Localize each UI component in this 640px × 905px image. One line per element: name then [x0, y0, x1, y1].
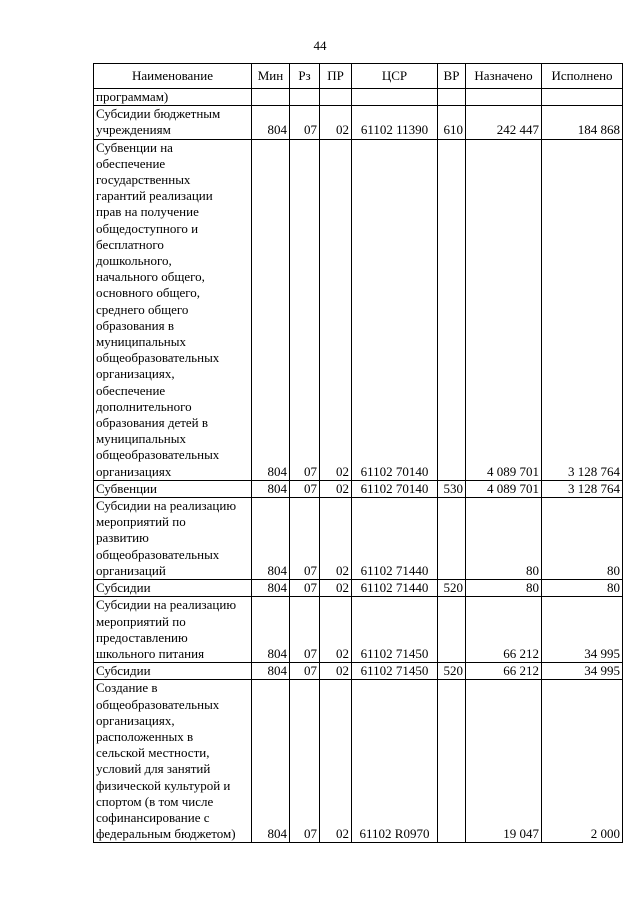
row-min	[252, 89, 290, 106]
row-pr: 02	[320, 580, 352, 597]
row-csr: 61102 R0970	[352, 680, 438, 843]
row-pr: 02	[320, 106, 352, 139]
table-row	[94, 663, 623, 680]
header-min: Мин	[252, 64, 290, 89]
row-name: Субвенции на обеспечение государственных гарантий реализации прав на получение общедоступного и бесплатного дошкольного, начального общего, основного общего, среднего общего образования в муниципальных общеобразовательных организациях, обеспечение дополнительного образования детей в муниципальных общеобразовательных организациях	[94, 139, 252, 480]
row-csr: 61102 71450	[352, 597, 438, 663]
row-pr	[320, 89, 352, 106]
row-name: программам)	[94, 89, 252, 106]
table-row	[94, 89, 623, 106]
row-assigned: 19 047	[466, 680, 542, 843]
header-pr: ПР	[320, 64, 352, 89]
row-name: Субсидии бюджетным учреждениям	[94, 106, 252, 139]
row-assigned	[466, 89, 542, 106]
row-csr	[352, 89, 438, 106]
header-rz: Рз	[290, 64, 320, 89]
row-min: 804	[252, 106, 290, 139]
row-min: 804	[252, 139, 290, 480]
row-vr	[438, 597, 466, 663]
row-vr: 610	[438, 106, 466, 139]
table-row	[94, 480, 623, 497]
row-name: Субвенции	[94, 480, 252, 497]
row-rz: 07	[290, 480, 320, 497]
row-min: 804	[252, 680, 290, 843]
row-assigned: 80	[466, 580, 542, 597]
row-pr: 02	[320, 680, 352, 843]
table-row	[94, 580, 623, 597]
row-name: Субсидии	[94, 663, 252, 680]
row-pr: 02	[320, 663, 352, 680]
header-executed: Исполнено	[542, 64, 623, 89]
table-row	[94, 680, 623, 843]
row-vr: 530	[438, 480, 466, 497]
row-rz: 07	[290, 498, 320, 580]
row-assigned: 4 089 701	[466, 480, 542, 497]
row-name: Субсидии на реализацию мероприятий по предоставлению школьного питания	[94, 597, 252, 663]
header-name: Наименование	[94, 64, 252, 89]
row-executed: 80	[542, 580, 623, 597]
row-pr: 02	[320, 498, 352, 580]
row-vr	[438, 498, 466, 580]
row-executed	[542, 89, 623, 106]
table-row	[94, 139, 623, 480]
row-assigned: 66 212	[466, 663, 542, 680]
row-min: 804	[252, 580, 290, 597]
row-pr: 02	[320, 480, 352, 497]
row-executed: 34 995	[542, 597, 623, 663]
row-assigned: 242 447	[466, 106, 542, 139]
row-vr	[438, 680, 466, 843]
row-assigned: 4 089 701	[466, 139, 542, 480]
row-executed: 3 128 764	[542, 139, 623, 480]
row-executed: 184 868	[542, 106, 623, 139]
row-rz: 07	[290, 106, 320, 139]
row-assigned: 80	[466, 498, 542, 580]
row-min: 804	[252, 663, 290, 680]
row-rz: 07	[290, 139, 320, 480]
row-min: 804	[252, 597, 290, 663]
page-number: 44	[313, 38, 327, 53]
row-name: Субсидии	[94, 580, 252, 597]
row-rz: 07	[290, 680, 320, 843]
row-name: Создание в общеобразовательных организациях, расположенных в сельской местности, условий для занятий физической культурой и спортом (в том числе софинансирование с федеральным бюджетом)	[94, 680, 252, 843]
row-pr: 02	[320, 139, 352, 480]
row-name: Субсидии на реализацию мероприятий по развитию общеобразовательных организаций	[94, 498, 252, 580]
table-row	[94, 597, 623, 663]
row-csr: 61102 11390	[352, 106, 438, 139]
row-rz: 07	[290, 663, 320, 680]
row-vr: 520	[438, 580, 466, 597]
row-assigned: 66 212	[466, 597, 542, 663]
row-csr: 61102 71440	[352, 580, 438, 597]
budget-table	[93, 63, 623, 843]
row-csr: 61102 71440	[352, 498, 438, 580]
row-executed: 80	[542, 498, 623, 580]
row-rz: 07	[290, 580, 320, 597]
row-rz: 07	[290, 597, 320, 663]
row-vr	[438, 89, 466, 106]
header-vr: ВР	[438, 64, 466, 89]
row-min: 804	[252, 498, 290, 580]
row-min: 804	[252, 480, 290, 497]
row-executed: 3 128 764	[542, 480, 623, 497]
row-vr	[438, 139, 466, 480]
table-row	[94, 106, 623, 139]
table-row	[94, 498, 623, 580]
row-executed: 34 995	[542, 663, 623, 680]
row-vr: 520	[438, 663, 466, 680]
header-assigned: Назначено	[466, 64, 542, 89]
row-executed: 2 000	[542, 680, 623, 843]
row-pr: 02	[320, 597, 352, 663]
row-csr: 61102 70140	[352, 480, 438, 497]
row-csr: 61102 71450	[352, 663, 438, 680]
row-rz	[290, 89, 320, 106]
row-csr: 61102 70140	[352, 139, 438, 480]
table-header-row	[94, 64, 623, 89]
header-csr: ЦСР	[352, 64, 438, 89]
